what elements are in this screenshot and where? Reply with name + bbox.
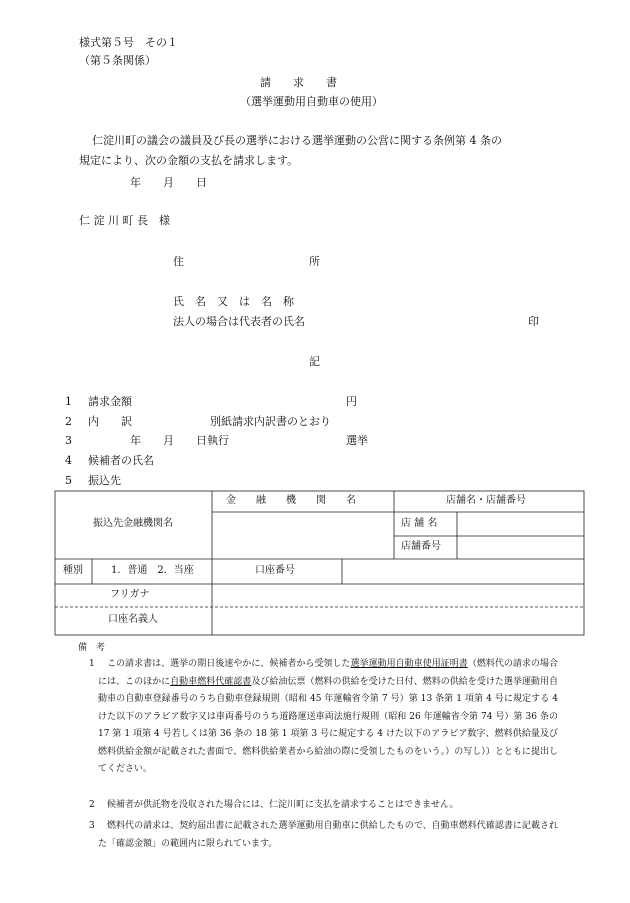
branch-number-label: 店舗番号	[401, 541, 441, 552]
note-1-text-b: （燃料代の請求の場合には、このほかに	[98, 659, 558, 687]
note-3: 燃料代の請求は、契約届出書に記載された選挙運動用自動車に供給したもので、自動車燃料代確認書に記載された「確認金額」の範囲内に限られています。	[98, 821, 558, 849]
corp-note: 法人の場合は代表者の氏名	[173, 315, 305, 328]
address-label-2: 所	[309, 255, 320, 268]
item-1-num: 1	[65, 395, 72, 408]
note-1-fuel-confirmation: 自動車燃料代確認書	[170, 676, 252, 687]
name-label: 氏 名 又 は 名 称	[173, 295, 294, 308]
note-1	[98, 656, 558, 779]
form-relation: （第５条関係）	[79, 54, 156, 67]
item-3-num: 3	[65, 434, 72, 447]
addressee: 仁 淀 川 町 長 様	[79, 214, 170, 227]
statement-line-2: 規定により、次の金額の支払を請求します。	[79, 154, 299, 167]
account-type-label: 種別	[63, 565, 83, 576]
item-3-label: 年 月 日執行	[130, 434, 229, 447]
branch-name-label: 店 舗 名	[401, 518, 438, 529]
item-1-label: 請求金額	[88, 395, 132, 408]
note-3-number: 3	[89, 821, 95, 831]
note-1-text-c: 及び給油伝票（燃料の供給を受けた日付、燃料の供給を受けた選挙運動用自動車の自動車登録番号のうち自動車登録規則（昭和 45 年運輸省令第 7 号）第 13 条第 1 項第 4 号に規定する 4 けた以下のアラビア数字又は車両番号のうち道路運送車両法施行規則（昭和 26 年運輸省令第 74 号）第 36 条の 17 第 1 項第 4 号若しくは第 36 条の 18 第 1 項第 3 号に規定する 4 けた以下のアラビア数字、燃料供給量及び燃料供給金額が記載された書面で、燃料供給業者から給油の際に受領したものをいう。）の写し））とともに提出してください。	[98, 676, 558, 774]
account-number-label: 口座番号	[255, 565, 295, 576]
note-1-certificate: 選挙運動用自動車使用証明書	[350, 659, 468, 669]
item-2-value: 別紙請求内訳書のとおり	[210, 415, 331, 428]
item-4-num: 4	[65, 454, 72, 467]
item-5-label: 振込先	[88, 474, 121, 487]
item-5-num: 5	[65, 474, 72, 487]
seal-mark: 印	[528, 315, 539, 328]
document-title: 請 求 書	[260, 76, 337, 89]
account-holder-label: 口座名義人	[108, 614, 158, 625]
note-1-number: 1	[89, 659, 95, 669]
financial-institution-header: 金 融 機 関 名	[226, 495, 356, 506]
statement-line-1: 仁淀川町の議会の議員及び長の選挙における選挙運動の公営に関する条例第 4 条の	[92, 134, 502, 147]
note-2: 候補者が供託物を没収された場合には、仁淀川町に支払を請求することはできません。	[107, 800, 459, 810]
bank-label: 振込先金融機関名	[93, 518, 173, 529]
note-1-text-a: この請求書は、選挙の期日後速やかに、候補者から受領した	[107, 659, 351, 669]
branch-header: 店舗名・店舗番号	[446, 495, 526, 506]
notes-heading: 備 考	[78, 643, 106, 653]
document-subtitle: （選挙運動用自動車の使用）	[240, 95, 383, 108]
furigana-label: フリガナ	[110, 589, 150, 600]
note-2-number: 2	[89, 800, 95, 810]
date-label: 年 月 日	[130, 176, 207, 189]
account-type-options: 1．普通 2．当座	[111, 565, 194, 576]
item-2-num: 2	[65, 415, 72, 428]
address-label-1: 住	[173, 255, 184, 268]
item-2-label: 内 訳	[88, 415, 132, 428]
item-4-label: 候補者の氏名	[88, 454, 154, 467]
item-3-value: 選挙	[346, 434, 368, 447]
form-number: 様式第５号 その１	[79, 36, 178, 49]
item-1-value: 円	[346, 395, 357, 408]
ki-mark: 記	[309, 355, 320, 368]
